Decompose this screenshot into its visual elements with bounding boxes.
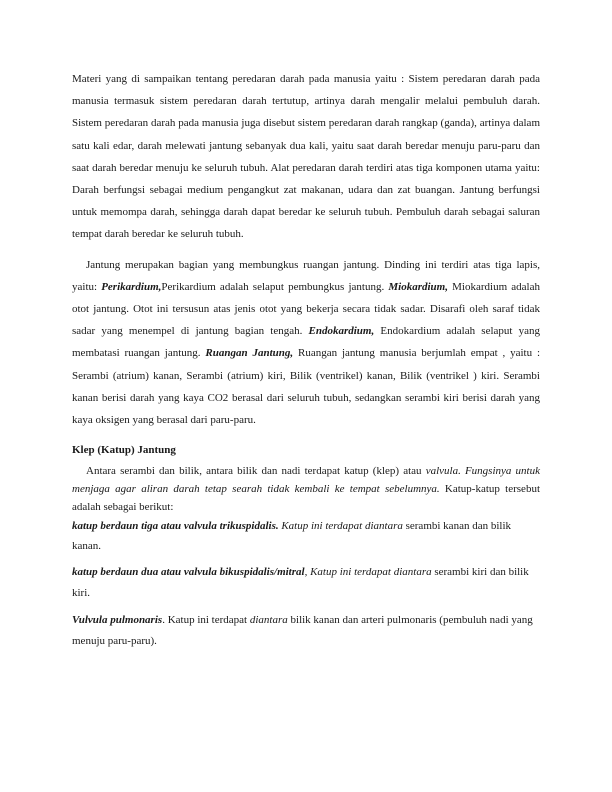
term-pulmonaris: Vulvula pulmonaris [72, 614, 163, 627]
italic-segment: , Katup ini terdapat diantara [304, 566, 432, 579]
text-segment: . Katup ini terdapat [162, 614, 250, 627]
paragraph-lapisan-jantung [72, 254, 540, 432]
term-endokardium: Endokardium, [308, 325, 375, 338]
text-segment: serambi kanan dan bilik kanan. [72, 520, 511, 553]
term-bikuspidalis: katup berdaun dua atau valvula bikuspidalis/mitral [72, 566, 305, 579]
paragraph-peredaran-darah: Materi yang di sampaikan tentang peredaran darah pada manusia yaitu : Sistem peredaran darah pada manusia termasuk sistem peredaran darah tertutup, artinya darah mengalir melalui pembuluh darah. Sistem peredaran darah pada manusia juga disebut sistem peredaran darah rangkap (ganda), artinya dalam satu kali edar, darah melewati jantung sebanyak dua kali, yaitu saat darah beredar menuju paru-paru dan saat darah beredar menuju ke seluruh tubuh. Alat peredaran darah terdiri atas tiga komponen utama yaitu: Darah berfungsi sebagai medium pengangkut zat makanan, udara dan zat buangan. Jantung berfungsi untuk memompa darah, sehingga darah dapat beredar ke seluruh tubuh. Pembuluh darah sebagai saluran tempat darah beredar ke seluruh tubuh. [72, 73, 540, 241]
valve-bikuspidalis [72, 562, 540, 604]
text-segment: Antara serambi dan bilik, antara bilik dan nadi terdapat katup (klep) atau [86, 465, 426, 478]
term-ruangan-jantung: Ruangan Jantung, [205, 347, 294, 360]
text-segment: Katup-katup tersebut adalah sebagai berikut: [72, 483, 540, 513]
paragraph-katup [72, 463, 540, 516]
section-heading: Klep (Katup) Jantung [72, 444, 176, 457]
text-segment: Endokardium adalah selaput yang membatasi ruangan jantung. [72, 325, 540, 360]
term-miokardium: Miokardium, [388, 280, 448, 293]
text-segment: bilik kanan dan arteri pulmonaris (pembuluh nadi yang menuju paru-paru). [72, 614, 533, 648]
text-segment: Ruangan jantung manusia berjumlah empat , yaitu : Serambi (atrium) kanan, Serambi (atrium) kiri, Bilik (ventrikel) kanan, Bilik (ventrikel ) kiri. Serambi kanan berisi darah yang kaya CO2 berasal dari seluruh tubuh, sedangkan serambi kiri berisi darah yang kaya oksigen yang berasal dari paru-paru. [72, 347, 541, 427]
term-perikardium: Perikardium, [101, 280, 162, 293]
italic-segment: diantara [249, 614, 288, 627]
italic-segment: valvula. Fungsinya untuk menjaga agar aliran darah tetap searah tidak kembali ke tempat sebelumnya. [72, 465, 540, 496]
term-trikuspidalis: katup berdaun tiga atau valvula trikuspidalis. [72, 520, 279, 533]
valve-trikuspidalis [72, 516, 540, 556]
document-body [72, 68, 540, 652]
text-segment: serambi kiri dan bilik kiri. [72, 566, 529, 600]
italic-segment: Katup ini terdapat diantara [278, 520, 403, 533]
text-segment: Perikardium adalah selaput pembungkus jantung. [161, 280, 389, 293]
valve-pulmonaris [72, 610, 540, 652]
text-segment: Jantung merupakan bagian yang membungkus ruangan jantung. Dinding ini terdiri atas tiga lapis, yaitu: [72, 258, 540, 293]
text-segment: Miokardium adalah otot jantung. Otot ini tersusun atas jenis otot yang bekerja secara tidak sadar. Disarafi oleh saraf tidak sadar yang menempel di jantung bagian tengah. [72, 280, 540, 338]
